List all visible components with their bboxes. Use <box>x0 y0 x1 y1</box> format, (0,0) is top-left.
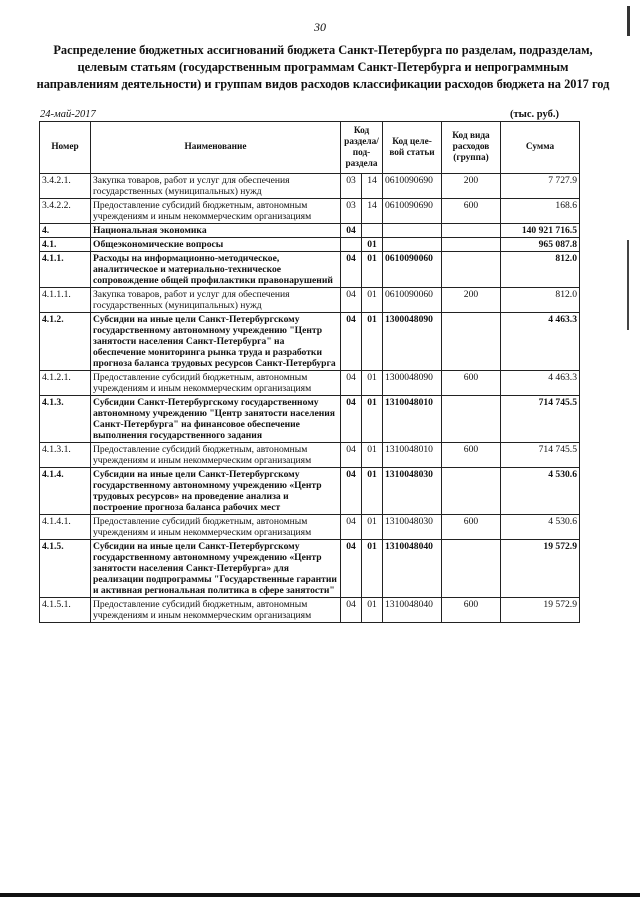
row-group-code <box>442 540 501 598</box>
row-number: 3.4.2.1. <box>40 174 91 199</box>
row-number: 4.1.4. <box>40 468 91 515</box>
row-article-code: 1310048040 <box>383 598 442 623</box>
document-date: 24-май-2017 <box>40 109 96 120</box>
row-subsection-code: 01 <box>362 313 383 371</box>
table-row <box>40 540 580 598</box>
row-name: Закупка товаров, работ и услуг для обеспечения государственных (муниципальных) нужд <box>91 288 341 313</box>
row-number: 4.1.4.1. <box>40 515 91 540</box>
table-row <box>40 371 580 396</box>
row-subsection-code: 14 <box>362 174 383 199</box>
row-article-code: 0610090690 <box>383 199 442 224</box>
row-article-code <box>383 224 442 238</box>
row-name: Субсидии на иные цели Санкт-Петербургскому государственному автономному учреждению «Центр занятости населения Санкт-Петербурга» для реализации подпрограммы "Государственные гарантии и активная региональная политика в сфере занятости" <box>91 540 341 598</box>
row-subsection-code: 01 <box>362 238 383 252</box>
row-article-code: 1300048090 <box>383 313 442 371</box>
row-number: 4. <box>40 224 91 238</box>
header-sum: Сумма <box>501 122 580 174</box>
row-group-code <box>442 468 501 515</box>
table-row <box>40 396 580 443</box>
row-name: Национальная экономика <box>91 224 341 238</box>
row-number: 3.4.2.2. <box>40 199 91 224</box>
row-subsection-code <box>362 224 383 238</box>
row-section-code: 04 <box>341 598 362 623</box>
row-subsection-code: 01 <box>362 598 383 623</box>
row-group-code: 600 <box>442 443 501 468</box>
table-row <box>40 313 580 371</box>
header-section-code: Код раздела/ под- раздела <box>341 122 383 174</box>
row-sum: 714 745.5 <box>501 396 580 443</box>
row-subsection-code: 01 <box>362 443 383 468</box>
row-sum: 965 087.8 <box>501 238 580 252</box>
row-section-code: 04 <box>341 515 362 540</box>
row-article-code: 0610090060 <box>383 252 442 288</box>
table-row <box>40 252 580 288</box>
table-row <box>40 199 580 224</box>
row-name: Общеэкономические вопросы <box>91 238 341 252</box>
scan-edge-mark <box>627 240 629 330</box>
row-name: Предоставление субсидий бюджетным, автономным учреждениям и иным некоммерческим организациям <box>91 598 341 623</box>
row-group-code: 600 <box>442 371 501 396</box>
row-group-code <box>442 313 501 371</box>
bottom-rule <box>0 893 640 897</box>
row-sum: 140 921 716.5 <box>501 224 580 238</box>
row-sum: 7 727.9 <box>501 174 580 199</box>
table-row <box>40 224 580 238</box>
row-group-code <box>442 396 501 443</box>
row-group-code: 200 <box>442 288 501 313</box>
row-sum: 4 463.3 <box>501 371 580 396</box>
row-sum: 4 530.6 <box>501 468 580 515</box>
row-group-code <box>442 224 501 238</box>
row-subsection-code: 01 <box>362 371 383 396</box>
row-number: 4.1.5.1. <box>40 598 91 623</box>
row-number: 4.1.1.1. <box>40 288 91 313</box>
row-section-code: 03 <box>341 199 362 224</box>
table-row <box>40 515 580 540</box>
row-sum: 4 463.3 <box>501 313 580 371</box>
row-name: Субсидии на иные цели Санкт-Петербургскому государственному автономному учреждению «Центр трудовых ресурсов» на проведение анализа и построение прогноза баланса рабочих мест <box>91 468 341 515</box>
row-group-code: 600 <box>442 515 501 540</box>
row-section-code: 03 <box>341 174 362 199</box>
row-section-code: 04 <box>341 224 362 238</box>
row-article-code: 1310048010 <box>383 396 442 443</box>
budget-table <box>39 121 580 623</box>
row-section-code: 04 <box>341 288 362 313</box>
row-number: 4.1. <box>40 238 91 252</box>
row-section-code: 04 <box>341 252 362 288</box>
row-article-code: 1300048090 <box>383 371 442 396</box>
row-section-code: 04 <box>341 371 362 396</box>
row-group-code <box>442 238 501 252</box>
row-sum: 168.6 <box>501 199 580 224</box>
row-section-code <box>341 238 362 252</box>
header-article-code: Код целе- вой статьи <box>383 122 442 174</box>
row-section-code: 04 <box>341 313 362 371</box>
row-group-code <box>442 252 501 288</box>
unit-label: (тыс. руб.) <box>510 109 559 120</box>
row-article-code: 1310048040 <box>383 540 442 598</box>
table-body <box>40 174 580 623</box>
row-subsection-code: 01 <box>362 515 383 540</box>
table-row <box>40 443 580 468</box>
header-name: Наименование <box>91 122 341 174</box>
row-sum: 812.0 <box>501 288 580 313</box>
row-group-code: 600 <box>442 199 501 224</box>
row-article-code <box>383 238 442 252</box>
row-article-code: 0610090690 <box>383 174 442 199</box>
row-name: Предоставление субсидий бюджетным, автономным учреждениям и иным некоммерческим организациям <box>91 371 341 396</box>
row-section-code: 04 <box>341 468 362 515</box>
row-subsection-code: 01 <box>362 288 383 313</box>
header-group-code: Код вида расходов (группа) <box>442 122 501 174</box>
row-name: Расходы на информационно-методическое, аналитическое и материально-техническое сопровождение общей профилактики правонарушений <box>91 252 341 288</box>
row-group-code: 200 <box>442 174 501 199</box>
row-subsection-code: 14 <box>362 199 383 224</box>
table-row <box>40 288 580 313</box>
row-number: 4.1.2. <box>40 313 91 371</box>
row-group-code: 600 <box>442 598 501 623</box>
table-row <box>40 598 580 623</box>
row-section-code: 04 <box>341 396 362 443</box>
table-row <box>40 238 580 252</box>
row-article-code: 1310048010 <box>383 443 442 468</box>
row-article-code: 1310048030 <box>383 515 442 540</box>
row-number: 4.1.5. <box>40 540 91 598</box>
row-subsection-code: 01 <box>362 468 383 515</box>
row-name: Предоставление субсидий бюджетным, автономным учреждениям и иным некоммерческим организациям <box>91 443 341 468</box>
row-number: 4.1.1. <box>40 252 91 288</box>
table-row <box>40 468 580 515</box>
row-number: 4.1.2.1. <box>40 371 91 396</box>
row-number: 4.1.3. <box>40 396 91 443</box>
header-number: Номер <box>40 122 91 174</box>
row-name: Субсидии Санкт-Петербургскому государственному автономному учреждению "Центр занятости населения Санкт-Петербурга" на финансовое обеспечение выполнения государственного задания <box>91 396 341 443</box>
document-title: Распределение бюджетных ассигнований бюджета Санкт-Петербурга по разделам, подразделам, целевым статьям (государственным программам Санкт-Петербурга и непрограммным направлениям деятельности) и группам видов расходов классификации расходов бюджета на 2017 год <box>36 43 610 91</box>
row-sum: 19 572.9 <box>501 540 580 598</box>
row-sum: 812.0 <box>501 252 580 288</box>
row-section-code: 04 <box>341 443 362 468</box>
row-number: 4.1.3.1. <box>40 443 91 468</box>
row-subsection-code: 01 <box>362 540 383 598</box>
row-name: Предоставление субсидий бюджетным, автономным учреждениям и иным некоммерческим организациям <box>91 515 341 540</box>
row-section-code: 04 <box>341 540 362 598</box>
row-name: Закупка товаров, работ и услуг для обеспечения государственных (муниципальных) нужд <box>91 174 341 199</box>
row-name: Субсидии на иные цели Санкт-Петербургскому государственному автономному учреждению "Центр занятости населения Санкт-Петербурга" на обеспечение мониторинга рынка труда и разработки прогноза баланса трудовых ресурсов Санкт-Петербурга <box>91 313 341 371</box>
row-name: Предоставление субсидий бюджетным, автономным учреждениям и иным некоммерческим организациям <box>91 199 341 224</box>
row-subsection-code: 01 <box>362 396 383 443</box>
table-row <box>40 174 580 199</box>
row-sum: 4 530.6 <box>501 515 580 540</box>
row-article-code: 1310048030 <box>383 468 442 515</box>
row-sum: 714 745.5 <box>501 443 580 468</box>
row-article-code: 0610090060 <box>383 288 442 313</box>
page-number: 30 <box>314 20 326 34</box>
row-sum: 19 572.9 <box>501 598 580 623</box>
row-subsection-code: 01 <box>362 252 383 288</box>
